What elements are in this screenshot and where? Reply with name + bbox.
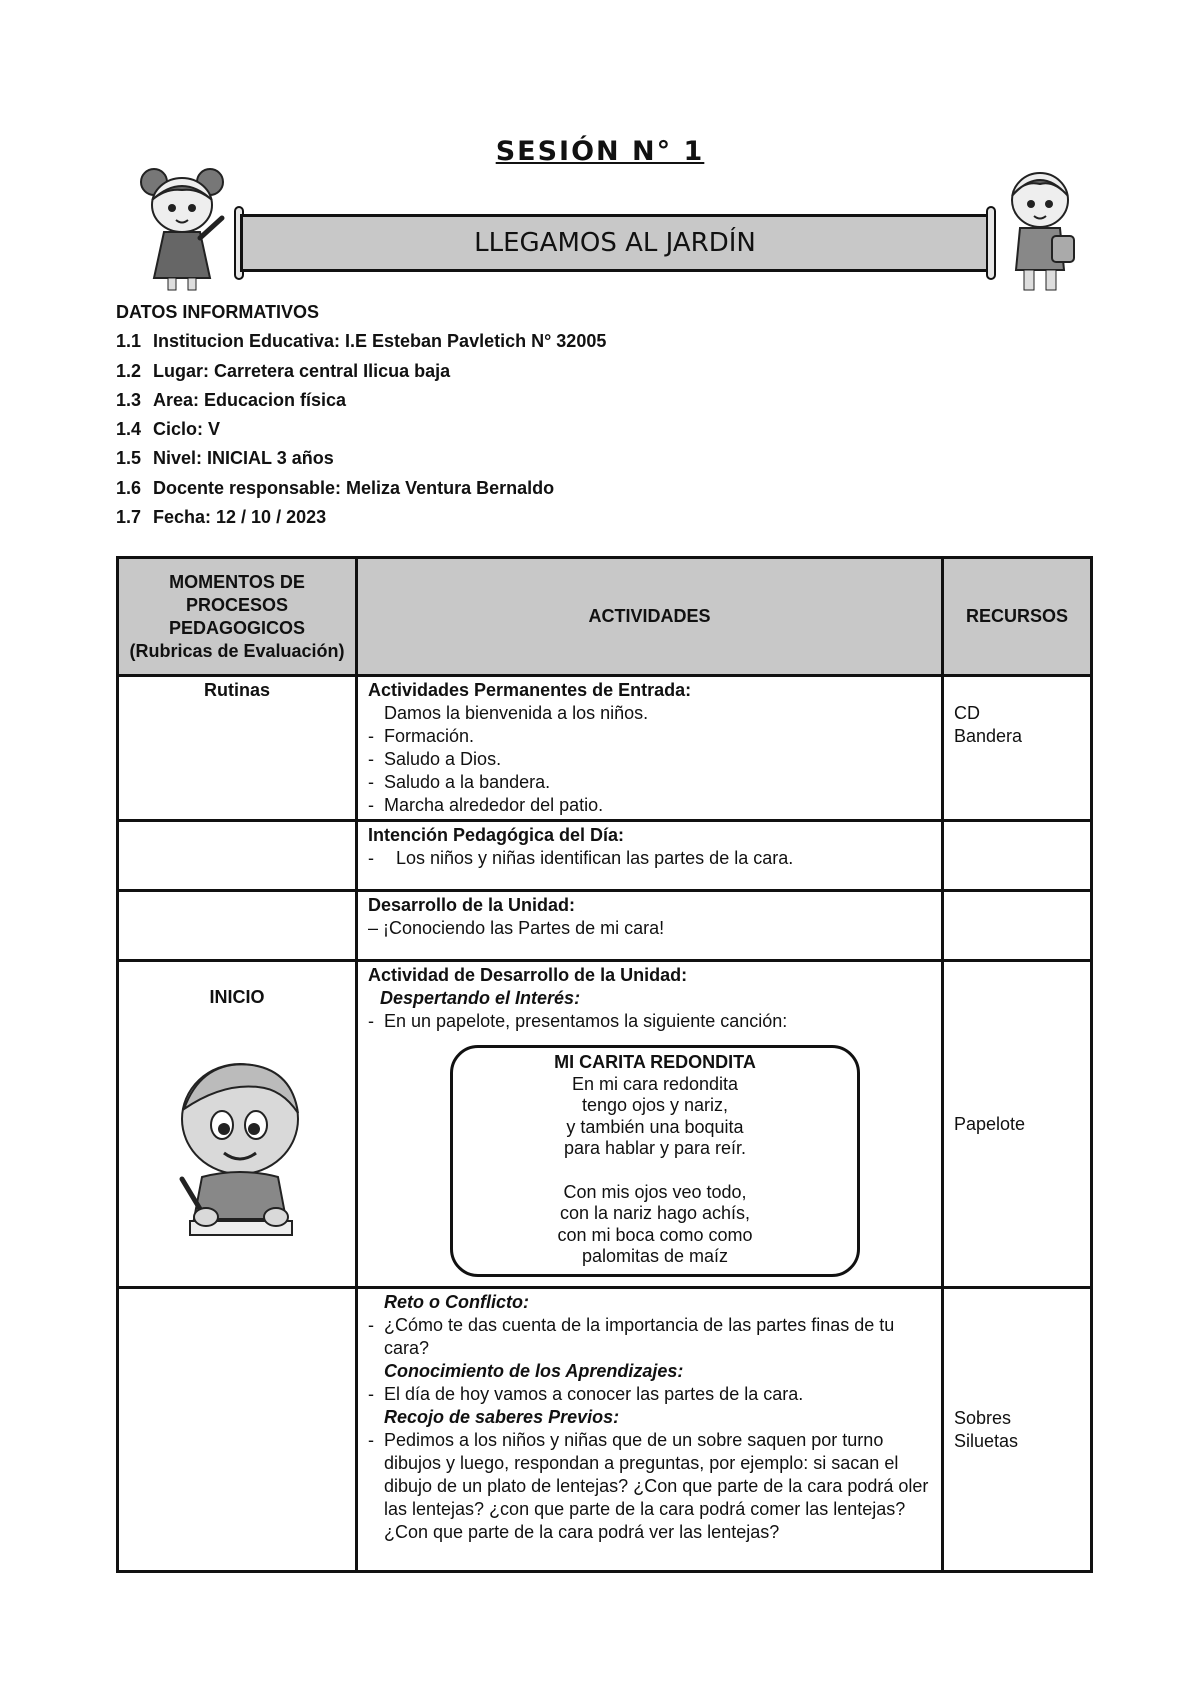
- datos-item: [116, 444, 606, 473]
- table-header-row: [118, 558, 1092, 676]
- datos-num: 1.4: [116, 419, 142, 440]
- resource-item: Sobres: [954, 1407, 1012, 1428]
- datos-text: Area: Educacion física: [153, 389, 347, 410]
- reto-sub: Reto o Conflicto:: [384, 1292, 529, 1312]
- song-line: y también una boquita: [566, 1116, 744, 1137]
- rutinas-intro: Damos la bienvenida a los niños.: [384, 703, 649, 723]
- resource-item: Siluetas: [954, 1430, 1019, 1451]
- datos-heading: DATOS INFORMATIVOS: [116, 302, 320, 322]
- song-line: con la nariz hago achís,: [559, 1203, 751, 1223]
- song-line: con mi boca como como: [557, 1224, 753, 1245]
- resource-item: Papelote: [954, 1113, 1026, 1134]
- unidad-heading: Desarrollo de la Unidad:: [368, 895, 576, 915]
- inicio-heading: Actividad de Desarrollo de la Unidad:: [368, 965, 688, 985]
- moment-rutinas: Rutinas: [118, 676, 357, 821]
- table-row-intencion: [118, 821, 1092, 891]
- header-actividades: ACTIVIDADES: [357, 558, 943, 676]
- datos-item: [116, 327, 606, 356]
- song-line: Con mis ojos veo todo,: [563, 1181, 747, 1202]
- song-line: tengo ojos y nariz,: [581, 1095, 729, 1115]
- datos-num: 1.2: [116, 360, 142, 381]
- moment-inicio: [118, 961, 357, 1288]
- resources-rutinas: [943, 676, 1092, 821]
- banner-right-rod: [986, 206, 996, 280]
- reto-list: [368, 1314, 931, 1360]
- activities-reto: [357, 1288, 943, 1572]
- intencion-heading: Intención Pedagógica del Día:: [368, 825, 625, 845]
- datos-text: Fecha: 12 / 10 / 2023: [153, 507, 327, 528]
- list-item: - Formación.: [368, 725, 931, 748]
- resource-item: Bandera: [954, 726, 1023, 746]
- list-item: - Marcha alrededor del patio.: [368, 794, 931, 817]
- list-item: - Los niños y niñas identifican las partes de la cara.: [368, 847, 931, 870]
- datos-num: 1.3: [116, 389, 142, 410]
- list-item: - Pedimos a los niños y niñas que de un sobre saquen por turno dibujos y luego, respondan a preguntas, por ejemplo: si sacan el dibujo de un plato de lentejas? ¿Con que parte de la cara podrá oler las lentejas? ¿con que parte de la cara podrá comer las lentejas? ¿Con que parte de la cara podrá ver las lentejas?: [368, 1429, 931, 1544]
- song-title: MI CARITA REDONDITA: [554, 1052, 756, 1072]
- datos-num: 1.5: [116, 448, 142, 469]
- datos-text: Lugar: Carretera central Ilicua baja: [153, 360, 451, 381]
- moment-empty: [118, 1288, 357, 1572]
- song-line: para hablar y para reír.: [563, 1138, 747, 1158]
- song-line: En mi cara redondita: [571, 1073, 739, 1094]
- table-row-inicio: [118, 961, 1092, 1288]
- recojo-sub: Recojo de saberes Previos:: [384, 1407, 620, 1427]
- list-item: - Saludo a la bandera.: [368, 771, 931, 794]
- list-item: - El día de hoy vamos a conocer las partes de la cara.: [368, 1383, 931, 1406]
- activities-rutinas: [357, 676, 943, 821]
- inicio-sub: Despertando el Interés:: [380, 988, 581, 1008]
- moment-empty: [118, 821, 357, 891]
- rutinas-list: [368, 725, 931, 817]
- activities-inicio: [357, 961, 943, 1288]
- rutinas-heading: Actividades Permanentes de Entrada:: [368, 680, 692, 700]
- datos-num: 1.1: [116, 331, 142, 352]
- song-box: [450, 1045, 860, 1277]
- datos-num: 1.7: [116, 507, 142, 528]
- conocimiento-list: [368, 1383, 931, 1406]
- resources-inicio: [943, 961, 1092, 1288]
- song-line: palomitas de maíz: [581, 1246, 729, 1266]
- resources-empty: [943, 821, 1092, 891]
- intencion-list: [368, 847, 931, 870]
- resources-reto: [943, 1288, 1092, 1572]
- datos-text: Docente responsable: Meliza Ventura Bernaldo: [153, 477, 555, 498]
- resources-empty: [943, 891, 1092, 961]
- datos-text: Nivel: INICIAL 3 años: [153, 448, 334, 469]
- unidad-item: – ¡Conociendo las Partes de mi cara!: [368, 918, 665, 938]
- session-title: SESIÓN N° 1: [495, 136, 705, 167]
- moment-empty: [118, 891, 357, 961]
- header-recursos: RECURSOS: [943, 558, 1092, 676]
- child-writing-illustration: [162, 1049, 312, 1249]
- activities-intencion: [357, 821, 943, 891]
- resource-item: CD: [954, 703, 980, 723]
- list-item: - En un papelote, presentamos la siguiente canción:: [368, 1010, 931, 1033]
- datos-item: [116, 357, 606, 386]
- datos-item: [116, 474, 606, 503]
- datos-text: Ciclo: V: [153, 419, 221, 440]
- moment-inicio-label: INICIO: [209, 987, 265, 1007]
- header-momentos: MOMENTOS DE PROCESOS PEDAGOGICOS (Rubricas de Evaluación): [118, 558, 357, 676]
- inicio-list: [368, 1010, 931, 1033]
- activities-unidad: [357, 891, 943, 961]
- girl-illustration: [132, 160, 232, 295]
- table-row-rutinas: [118, 676, 1092, 821]
- boy-illustration: [1002, 166, 1080, 296]
- datos-item: [116, 503, 606, 532]
- table-row-unidad: [118, 891, 1092, 961]
- datos-item: [116, 386, 606, 415]
- session-table: [116, 556, 1093, 1573]
- datos-num: 1.6: [116, 477, 142, 498]
- datos-informativos: [116, 298, 606, 532]
- conocimiento-sub: Conocimiento de los Aprendizajes:: [384, 1361, 684, 1381]
- recojo-list: [368, 1429, 931, 1544]
- datos-item: [116, 415, 606, 444]
- table-row-reto: [118, 1288, 1092, 1572]
- banner-title: LLEGAMOS AL JARDÍN: [240, 214, 990, 272]
- list-item: - Saludo a Dios.: [368, 748, 931, 771]
- datos-text: Institucion Educativa: I.E Esteban Pavletich N° 32005: [153, 331, 607, 352]
- list-item: - ¿Cómo te das cuenta de la importancia de las partes finas de tu cara?: [368, 1314, 931, 1360]
